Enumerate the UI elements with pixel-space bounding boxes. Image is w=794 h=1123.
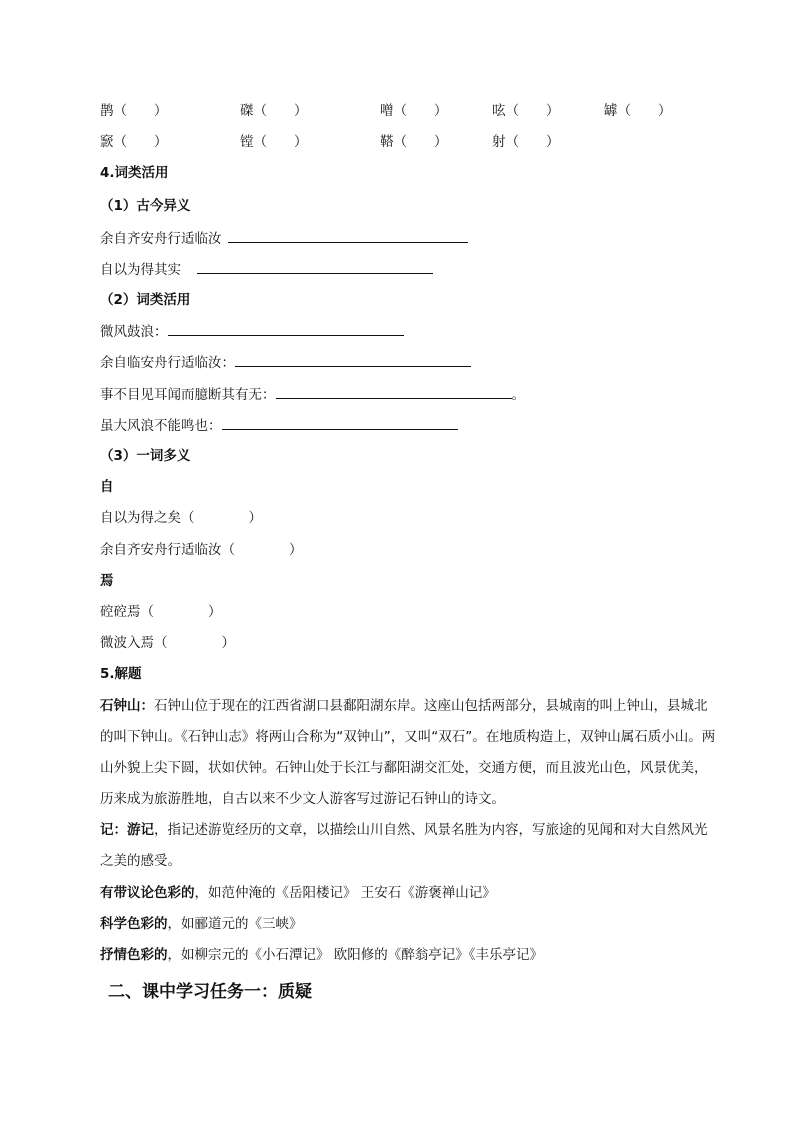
category-line: [100, 945, 543, 965]
category-text: ，如范仲淹的《岳阳楼记》 王安石《游褒禅山记》: [194, 885, 496, 901]
answer-blank[interactable]: [197, 259, 433, 274]
question-line: [100, 352, 471, 373]
paragraph-youji: [100, 815, 720, 877]
question-text: 微风鼓浪：: [100, 324, 168, 340]
char-item: 鞳（ ）: [380, 134, 448, 150]
question-line: [100, 259, 433, 280]
question-text: 虽大风浪不能鸣也：: [100, 418, 222, 434]
term-label: 记：游记: [100, 822, 154, 838]
category-label: 有带议论色彩的: [100, 885, 195, 901]
char-item: 鹊（ ）: [100, 103, 168, 119]
answer-blank[interactable]: [222, 415, 458, 430]
category-line: [100, 914, 303, 934]
answer-blank[interactable]: [276, 384, 512, 399]
subsection-title: （2）词类活用: [100, 292, 191, 308]
category-line: [100, 883, 496, 903]
question-line: [100, 321, 404, 342]
char-item: 射（ ）: [492, 134, 560, 150]
char-item: 罅（ ）: [604, 103, 672, 119]
char-item: 磔（ ）: [240, 103, 308, 119]
section-4-title: 4.词类活用: [100, 165, 169, 181]
char-item: 呟（ ）: [492, 103, 560, 119]
answer-blank[interactable]: [235, 352, 471, 367]
char-item: 噌（ ）: [380, 103, 448, 119]
char-row-1: [0, 101, 794, 121]
category-label: 科学色彩的: [100, 916, 168, 932]
word-heading: 焉: [100, 573, 114, 589]
term-label: 石钟山：: [100, 698, 154, 714]
question-line: 余自齐安舟行适临汝（ ）: [100, 542, 303, 558]
question-line: 硿硿焉（ ）: [100, 604, 222, 620]
question-line: [100, 228, 468, 249]
char-item: 窾（ ）: [100, 134, 168, 150]
char-item: 镗（ ）: [240, 134, 308, 150]
paragraph-text: 石钟山位于现在的江西省湖口县鄱阳湖东岸。这座山包括两部分，县城南的叫上钟山，县城北的叫下钟山。《石钟山志》将两山合称为“双钟山”，又叫“双石”。在地质构造上，双钟山属石质小山。两山外貌上尖下圆，状如伏钟。石钟山处于长江与鄱阳湖交汇处，交通方便，而且波光山色，风景优美，历来成为旅游胜地，自古以来不少文人游客写过游记石钟山的诗文。: [100, 698, 716, 807]
category-text: ，如柳宗元的《小石潭记》 欧阳修的《醉翁亭记》《丰乐亭记》: [167, 947, 544, 963]
question-text: 事不目见耳闻而臆断其有无：: [100, 387, 276, 403]
paragraph-text: ，指记述游览经历的文章，以描绘山川自然、风景名胜为内容，写旅途的见闻和对大自然风光之美的感受。: [100, 822, 708, 869]
word-heading: 自: [100, 479, 114, 495]
paragraph-shizhongshan: [100, 691, 720, 815]
question-line: 自以为得之矣（ ）: [100, 510, 262, 526]
question-text: 余自齐安舟行适临汝: [100, 231, 222, 247]
question-line: [100, 415, 458, 436]
category-label: 抒情色彩的: [100, 947, 168, 963]
answer-blank[interactable]: [228, 228, 468, 243]
question-text: 自以为得其实: [100, 262, 181, 278]
question-line: 微波入焉（ ）: [100, 635, 235, 651]
question-line: [100, 384, 525, 405]
answer-blank[interactable]: [168, 321, 404, 336]
subsection-title: （3）一词多义: [100, 448, 191, 464]
section-heading: 二、课中学习任务一：质疑: [108, 982, 312, 1002]
category-text: ，如郦道元的《三峡》: [167, 916, 303, 932]
end-mark: 。: [511, 387, 525, 403]
question-text: 余自临安舟行适临汝：: [100, 355, 235, 371]
subsection-title: （1）古今异义: [100, 198, 191, 214]
section-5-title: 5.解题: [100, 666, 142, 682]
char-row-2: [0, 132, 794, 152]
